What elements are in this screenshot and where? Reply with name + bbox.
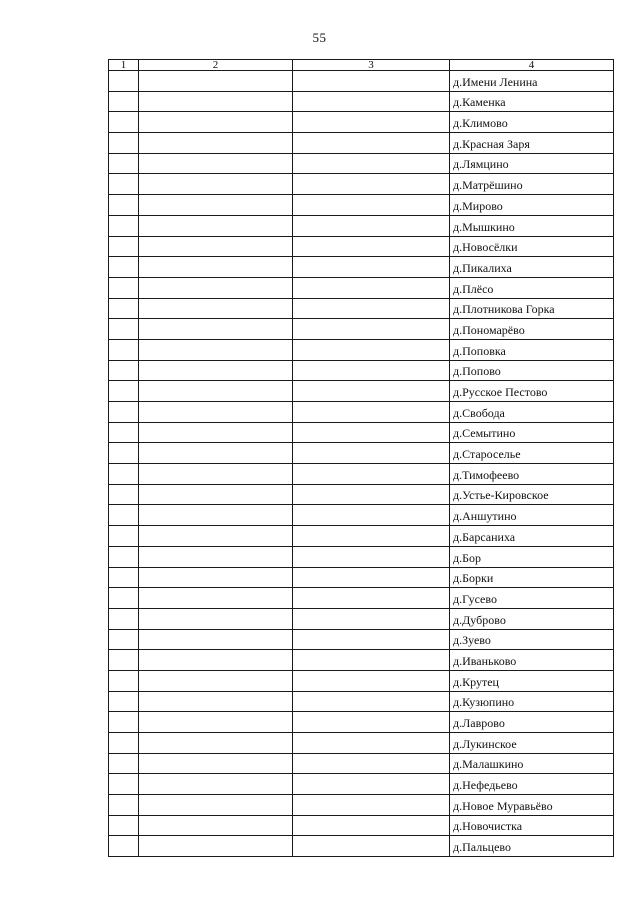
table-row (109, 712, 614, 733)
table-cell-col4: д.Свобода (450, 402, 614, 423)
table-row (109, 153, 614, 174)
table-cell-col2 (139, 174, 293, 195)
table-cell-col4: д.Мышкино (450, 215, 614, 236)
table-header (109, 60, 614, 71)
table-row (109, 339, 614, 360)
table-cell-col4: д.Поповка (450, 339, 614, 360)
table-cell-col1 (109, 71, 139, 92)
table-cell-col1 (109, 257, 139, 278)
table-cell-col2 (139, 360, 293, 381)
table-cell-col4: д.Новочистка (450, 815, 614, 836)
table-cell-col1 (109, 650, 139, 671)
table-cell-col4: д.Крутец (450, 670, 614, 691)
table-cell-col1 (109, 402, 139, 423)
table-cell-col1 (109, 339, 139, 360)
table-cell-col4: д.Красная Заря (450, 133, 614, 154)
table-cell-col4: д.Нефедьево (450, 774, 614, 795)
column-header-1: 1 (109, 60, 139, 71)
table-cell-col3 (293, 174, 450, 195)
table-cell-col2 (139, 339, 293, 360)
table-cell-col3 (293, 402, 450, 423)
table-cell-col4: д.Кузюпино (450, 691, 614, 712)
table-row (109, 650, 614, 671)
header-row (109, 60, 614, 71)
table-row (109, 567, 614, 588)
table-cell-col4: д.Матрёшино (450, 174, 614, 195)
table-cell-col4: д.Пономарёво (450, 319, 614, 340)
table-cell-col1 (109, 588, 139, 609)
table-cell-col4: д.Климово (450, 112, 614, 133)
table-cell-col3 (293, 795, 450, 816)
table-cell-col2 (139, 691, 293, 712)
table-cell-col1 (109, 629, 139, 650)
table-row (109, 753, 614, 774)
table-cell-col1 (109, 319, 139, 340)
table-row (109, 443, 614, 464)
table-cell-col3 (293, 505, 450, 526)
table-cell-col1 (109, 360, 139, 381)
table-cell-col3 (293, 360, 450, 381)
table-cell-col3 (293, 650, 450, 671)
table-row (109, 629, 614, 650)
table-cell-col2 (139, 546, 293, 567)
table-cell-col4: д.Барсаниха (450, 526, 614, 547)
table-cell-col4: д.Лукинское (450, 733, 614, 754)
table-cell-col3 (293, 339, 450, 360)
table-cell-col2 (139, 505, 293, 526)
table-cell-col1 (109, 670, 139, 691)
table-cell-col2 (139, 71, 293, 92)
table-row (109, 402, 614, 423)
column-header-4: 4 (450, 60, 614, 71)
table-cell-col2 (139, 774, 293, 795)
table-cell-col4: д.Плёсо (450, 277, 614, 298)
table-cell-col2 (139, 526, 293, 547)
table-cell-col2 (139, 815, 293, 836)
table-cell-col3 (293, 464, 450, 485)
table-cell-col3 (293, 236, 450, 257)
table-cell-col2 (139, 236, 293, 257)
table-cell-col1 (109, 298, 139, 319)
table-cell-col4: д.Плотникова Горка (450, 298, 614, 319)
table-cell-col1 (109, 133, 139, 154)
table-cell-col2 (139, 629, 293, 650)
table-row (109, 277, 614, 298)
table-cell-col1 (109, 753, 139, 774)
table-row (109, 133, 614, 154)
table-cell-col3 (293, 215, 450, 236)
table-cell-col4: д.Борки (450, 567, 614, 588)
table-cell-col3 (293, 670, 450, 691)
table-cell-col2 (139, 733, 293, 754)
table-cell-col1 (109, 422, 139, 443)
table-row (109, 546, 614, 567)
table-cell-col2 (139, 298, 293, 319)
table-cell-col4: д.Лаврово (450, 712, 614, 733)
table-cell-col1 (109, 195, 139, 216)
table-cell-col4: д.Каменка (450, 91, 614, 112)
table-cell-col2 (139, 608, 293, 629)
table-row (109, 608, 614, 629)
table-cell-col1 (109, 526, 139, 547)
table-cell-col2 (139, 650, 293, 671)
table-cell-col1 (109, 546, 139, 567)
table-row (109, 298, 614, 319)
table-cell-col4: д.Бор (450, 546, 614, 567)
table-cell-col4: д.Дуброво (450, 608, 614, 629)
table-cell-col1 (109, 567, 139, 588)
table-cell-col2 (139, 484, 293, 505)
table-cell-col3 (293, 691, 450, 712)
table-cell-col1 (109, 174, 139, 195)
table-cell-col2 (139, 319, 293, 340)
table-cell-col3 (293, 815, 450, 836)
table-cell-col3 (293, 712, 450, 733)
table-cell-col2 (139, 464, 293, 485)
table-cell-col4: д.Лямцино (450, 153, 614, 174)
table-cell-col1 (109, 153, 139, 174)
table-cell-col1 (109, 795, 139, 816)
table-cell-col4: д.Устье-Кировское (450, 484, 614, 505)
settlements-table (108, 59, 614, 857)
table-cell-col4: д.Мирово (450, 195, 614, 216)
table-row (109, 815, 614, 836)
table-cell-col4: д.Гусево (450, 588, 614, 609)
table-cell-col3 (293, 567, 450, 588)
table-cell-col2 (139, 443, 293, 464)
table-cell-col2 (139, 795, 293, 816)
table-cell-col4: д.Семытино (450, 422, 614, 443)
table-cell-col2 (139, 567, 293, 588)
table-cell-col4: д.Староселье (450, 443, 614, 464)
table-cell-col4: д.Пикалиха (450, 257, 614, 278)
table-cell-col3 (293, 836, 450, 857)
table-cell-col2 (139, 670, 293, 691)
table-cell-col4: д.Иваньково (450, 650, 614, 671)
table-cell-col3 (293, 588, 450, 609)
table-cell-col4: д.Русское Пестово (450, 381, 614, 402)
table-row (109, 505, 614, 526)
table-row (109, 464, 614, 485)
table-cell-col4: д.Новое Муравьёво (450, 795, 614, 816)
table-cell-col2 (139, 133, 293, 154)
table-cell-col1 (109, 236, 139, 257)
table-cell-col3 (293, 443, 450, 464)
table-cell-col3 (293, 608, 450, 629)
table-cell-col3 (293, 195, 450, 216)
table-row (109, 774, 614, 795)
table-cell-col4: д.Попово (450, 360, 614, 381)
table-cell-col1 (109, 505, 139, 526)
table-cell-col3 (293, 319, 450, 340)
table-cell-col3 (293, 91, 450, 112)
table-cell-col3 (293, 277, 450, 298)
table-cell-col1 (109, 608, 139, 629)
table-cell-col2 (139, 588, 293, 609)
table-cell-col1 (109, 112, 139, 133)
table-row (109, 71, 614, 92)
page-number: 55 (312, 30, 327, 45)
table-body (109, 71, 614, 857)
column-header-3: 3 (293, 60, 450, 71)
table-cell-col1 (109, 443, 139, 464)
table-row (109, 360, 614, 381)
table-cell-col2 (139, 91, 293, 112)
table-cell-col2 (139, 836, 293, 857)
table-cell-col4: д.Малашкино (450, 753, 614, 774)
table-cell-col1 (109, 836, 139, 857)
table-row (109, 484, 614, 505)
table-row (109, 588, 614, 609)
table-row (109, 215, 614, 236)
table-cell-col1 (109, 815, 139, 836)
table-cell-col2 (139, 712, 293, 733)
table-cell-col3 (293, 526, 450, 547)
table-cell-col2 (139, 153, 293, 174)
table-cell-col1 (109, 215, 139, 236)
table-cell-col2 (139, 195, 293, 216)
table-row (109, 174, 614, 195)
table-cell-col2 (139, 112, 293, 133)
table-cell-col1 (109, 381, 139, 402)
table-cell-col3 (293, 71, 450, 92)
table-cell-col3 (293, 484, 450, 505)
table-row (109, 526, 614, 547)
table-cell-col1 (109, 712, 139, 733)
table-row (109, 381, 614, 402)
table-cell-col2 (139, 422, 293, 443)
table-cell-col3 (293, 774, 450, 795)
table-cell-col3 (293, 733, 450, 754)
table-cell-col2 (139, 277, 293, 298)
table-cell-col3 (293, 381, 450, 402)
table-cell-col1 (109, 91, 139, 112)
table-cell-col2 (139, 753, 293, 774)
table-row (109, 195, 614, 216)
table-cell-col1 (109, 277, 139, 298)
table-row (109, 422, 614, 443)
table-cell-col4: д.Новосёлки (450, 236, 614, 257)
table-cell-col3 (293, 629, 450, 650)
table-cell-col1 (109, 733, 139, 754)
table-row (109, 795, 614, 816)
table-row (109, 91, 614, 112)
table-cell-col4: д.Пальцево (450, 836, 614, 857)
table-cell-col3 (293, 546, 450, 567)
table-cell-col3 (293, 112, 450, 133)
table-cell-col2 (139, 215, 293, 236)
table-row (109, 236, 614, 257)
table-row (109, 319, 614, 340)
table-cell-col2 (139, 257, 293, 278)
table-cell-col2 (139, 402, 293, 423)
table-cell-col4: д.Зуево (450, 629, 614, 650)
table-cell-col3 (293, 422, 450, 443)
table-cell-col3 (293, 753, 450, 774)
column-header-2: 2 (139, 60, 293, 71)
table-row (109, 112, 614, 133)
table-cell-col4: д.Имени Ленина (450, 71, 614, 92)
table-cell-col2 (139, 381, 293, 402)
table-cell-col3 (293, 133, 450, 154)
table-cell-col1 (109, 691, 139, 712)
table-cell-col1 (109, 774, 139, 795)
table-row (109, 836, 614, 857)
table-cell-col3 (293, 298, 450, 319)
table-cell-col1 (109, 464, 139, 485)
table-row (109, 257, 614, 278)
table-row (109, 691, 614, 712)
table-row (109, 733, 614, 754)
table-cell-col3 (293, 153, 450, 174)
table-cell-col4: д.Тимофеево (450, 464, 614, 485)
table-cell-col4: д.Аншутино (450, 505, 614, 526)
table-row (109, 670, 614, 691)
table-cell-col3 (293, 257, 450, 278)
table-cell-col1 (109, 484, 139, 505)
